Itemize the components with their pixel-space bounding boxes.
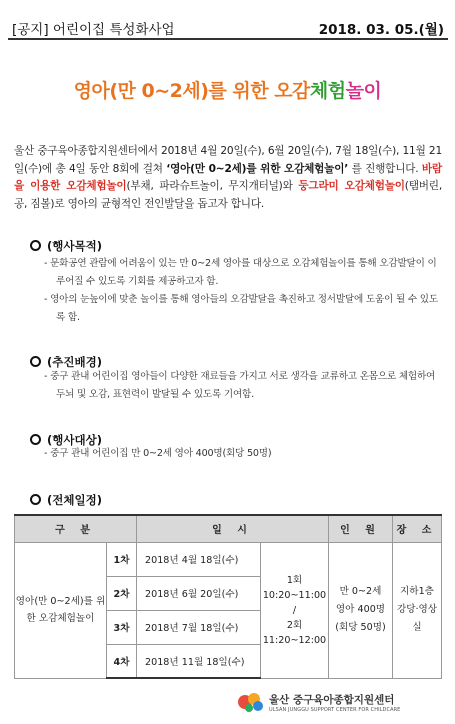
intro-paragraph [14,143,442,213]
col-header-place: 장 소 [393,515,442,542]
col-header-category: 구 분 [15,515,137,542]
purpose-item-2: - 영아의 눈높이에 맞춘 놀이를 통해 영아들의 오감발달을 촉진하고 정서발달에 도움이 될 수 있도록 함. [44,294,438,323]
section-purpose-heading: (행사목적) [30,238,102,254]
session-date: 2018년 11월 18일(수) [137,644,261,678]
intro-text-9: 로 영아의 균형적인 전인발달을 돕고자 합니다. [54,197,265,210]
section-background-heading: (추진배경) [30,354,102,370]
header-divider [8,38,448,40]
title-part-4: 체험 [309,80,346,102]
title-part-2: 위한 [226,80,275,102]
title-part-1: 영아(만 0~2세)를 [73,80,227,102]
org-name-en: ULSAN JUNGGU SUPPORT CENTER FOR CHILDCARE [269,707,401,713]
intro-wind-items: (부채, 파라슈트놀이, 무지개터널) [126,180,283,193]
main-title [0,76,455,103]
people-cell: 만 0~2세 영아 400명 (회당 50명) [329,542,393,678]
intro-activity-circle: 둥그라미 오감체험놀이 [298,180,405,193]
org-name: 울산 중구육아종합지원센터 [269,694,395,706]
circle-bullet-icon [30,240,41,251]
session-number: 1차 [107,542,137,576]
center-logo-icon [237,690,265,714]
circle-bullet-icon [30,356,41,367]
intro-program-name: ‘영아(만 0~2세)를 위한 오감체험놀이’ [166,162,349,175]
intro-activity-wind: 바람을 이용한 오감체험놀이 [14,162,442,193]
intro-circle-items: (탬버린, 공, 짐볼) [14,180,442,210]
time-cell: 1회 10:20~11:00 / 2회 11:20~12:00 [261,542,329,678]
notice-title: 어린이집 특성화사업 [52,22,175,38]
col-header-people: 인 원 [329,515,393,542]
section-schedule-heading: (전체일정) [30,492,102,508]
session-number: 4차 [107,644,137,678]
session-date: 2018년 6월 20일(수) [137,576,261,610]
intro-text-6: 와 [282,180,299,193]
session-date: 2018년 4월 18일(수) [137,542,261,576]
notice-category: [공지] [12,22,49,38]
table-row [15,542,442,576]
session-number: 3차 [107,610,137,644]
title-part-3: 오감 [274,80,310,102]
notice-label [12,18,175,38]
intro-text-3: 를 진행합니다. [348,162,422,175]
purpose-item-1: - 문화공연 관람에 어려움이 있는 만 0~2세 영아를 대상으로 오감체험놀이를 통해 오감발달이 이루어질 수 있도록 기회를 제공하고자 함. [44,258,437,287]
session-date: 2018년 7월 18일(수) [137,610,261,644]
section-target-heading: (행사대상) [30,432,102,448]
program-name-cell: 영아(만 0~2세)를 위한 오감체험놀이 [15,542,107,678]
target-item-1: - 중구 관내 어린이집 만 0~2세 영아 400명(회당 50명) [44,448,272,459]
background-item-1: - 중구 관내 어린이집 영아들이 다양한 재료들을 가지고 서로 생각을 교류하고 온몸으로 체험하여 두뇌 및 오감, 표현력이 발달될 수 있도록 기여함. [44,371,436,400]
place-cell: 지하1층 강당·영상실 [393,542,442,678]
circle-bullet-icon [30,434,41,445]
title-part-5: 놀이 [345,80,382,102]
intro-text-1: 울산 중구육아종합지원센터에서 2018년 4월 20일(수), 6월 20일(수), 7월 18일(수), 11월 21일(수)에 총 4일 동안 8회에 걸쳐 [14,145,442,175]
footer-logo [237,690,437,716]
notice-header [8,8,448,38]
notice-date: 2018. 03. 05.(월) [318,22,444,38]
col-header-datetime: 일 시 [137,515,329,542]
circle-bullet-icon [30,494,41,505]
session-number: 2차 [107,576,137,610]
schedule-table [14,514,442,679]
